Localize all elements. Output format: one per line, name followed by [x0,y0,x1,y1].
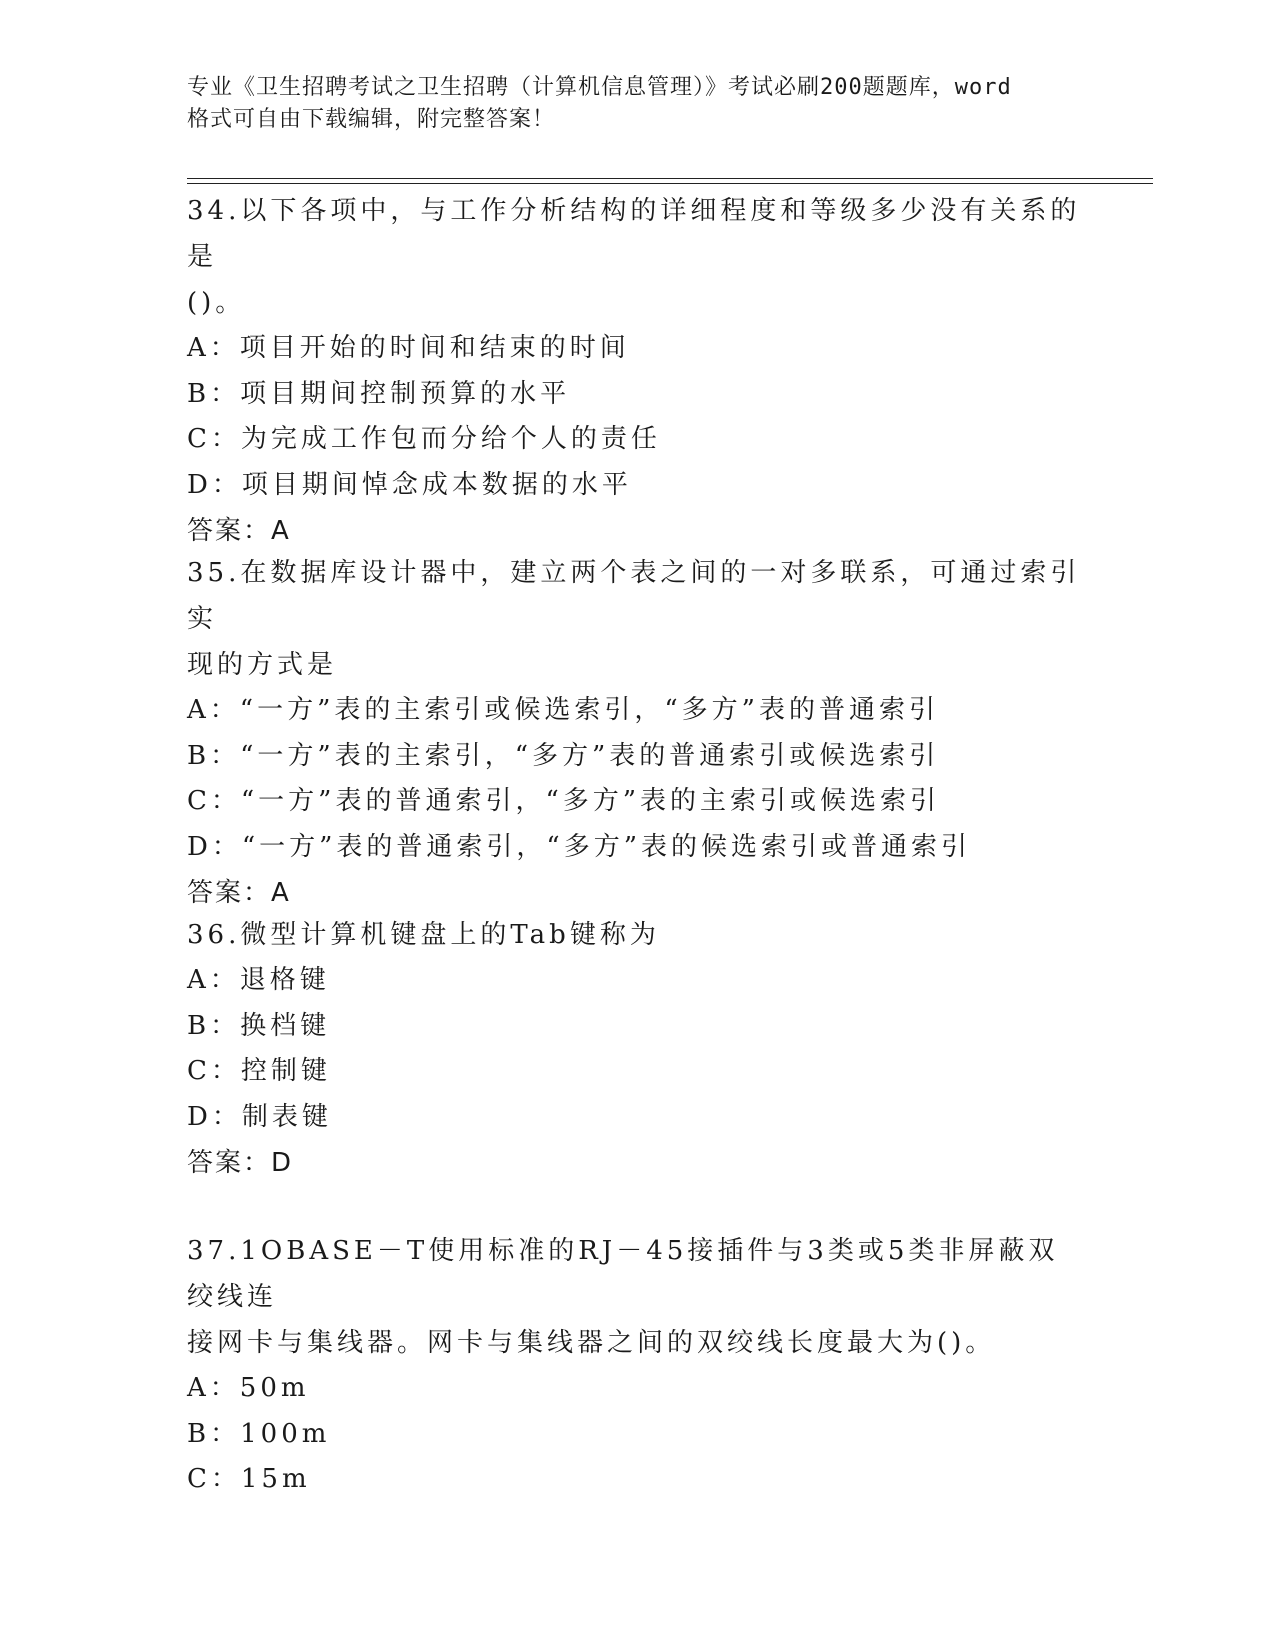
header-line-1: 专业《卫生招聘考试之卫生招聘（计算机信息管理）》考试必刷200题题库，word [187,75,1012,100]
answer: 答案：A [187,878,291,908]
option-b: B：项目期间控制预算的水平 [187,378,571,409]
option-a: A：项目开始的时间和结束的时间 [187,333,630,363]
question-34 [187,188,1087,554]
question-text-line: 36.微型计算机键盘上的Tab键称为 [187,920,660,950]
question-35 [187,550,1087,916]
option-a: A：“一方”表的主索引或候选索引，“多方”表的普通索引 [187,695,939,725]
question-text-line: 37.1OBASE－T使用标准的RJ－45接插件与3类或5类非屏蔽双绞线连 [187,1236,1059,1312]
option-b: B：换档键 [187,1010,331,1041]
header-divider-top [187,178,1153,179]
question-text-line: 接网卡与集线器。网卡与集线器之间的双绞线长度最大为()。 [187,1328,996,1358]
option-d: D：“一方”表的普通索引，“多方”表的候选索引或普通索引 [187,831,972,862]
answer: 答案：D [187,1148,294,1178]
question-text-line: 现的方式是 [187,650,338,680]
document-header [187,72,1087,136]
option-a: A：退格键 [187,965,330,995]
option-c: C：为完成工作包而分给个人的责任 [187,424,661,454]
option-a: A：50m [187,1373,310,1403]
option-c: C：“一方”表的普通索引，“多方”表的主索引或候选索引 [187,786,941,816]
header-line-2: 格式可自由下载编辑，附完整答案！ [187,107,556,132]
option-d: D：制表键 [187,1101,332,1132]
question-text-line: 34.以下各项中，与工作分析结构的详细程度和等级多少没有关系的是 [187,196,1081,272]
header-divider-bottom [187,183,1153,184]
question-37 [187,1228,1087,1503]
option-b: B：“一方”表的主索引，“多方”表的普通索引或候选索引 [187,740,940,771]
option-c: C：15m [187,1464,311,1494]
option-d: D：项目期间悼念成本数据的水平 [187,469,632,500]
question-36 [187,912,1087,1186]
option-c: C：控制键 [187,1056,331,1086]
option-b: B：100m [187,1418,331,1449]
answer: 答案：A [187,516,291,546]
question-text-line: ()。 [187,288,246,318]
question-text-line: 35.在数据库设计器中，建立两个表之间的一对多联系，可通过索引实 [187,558,1081,634]
